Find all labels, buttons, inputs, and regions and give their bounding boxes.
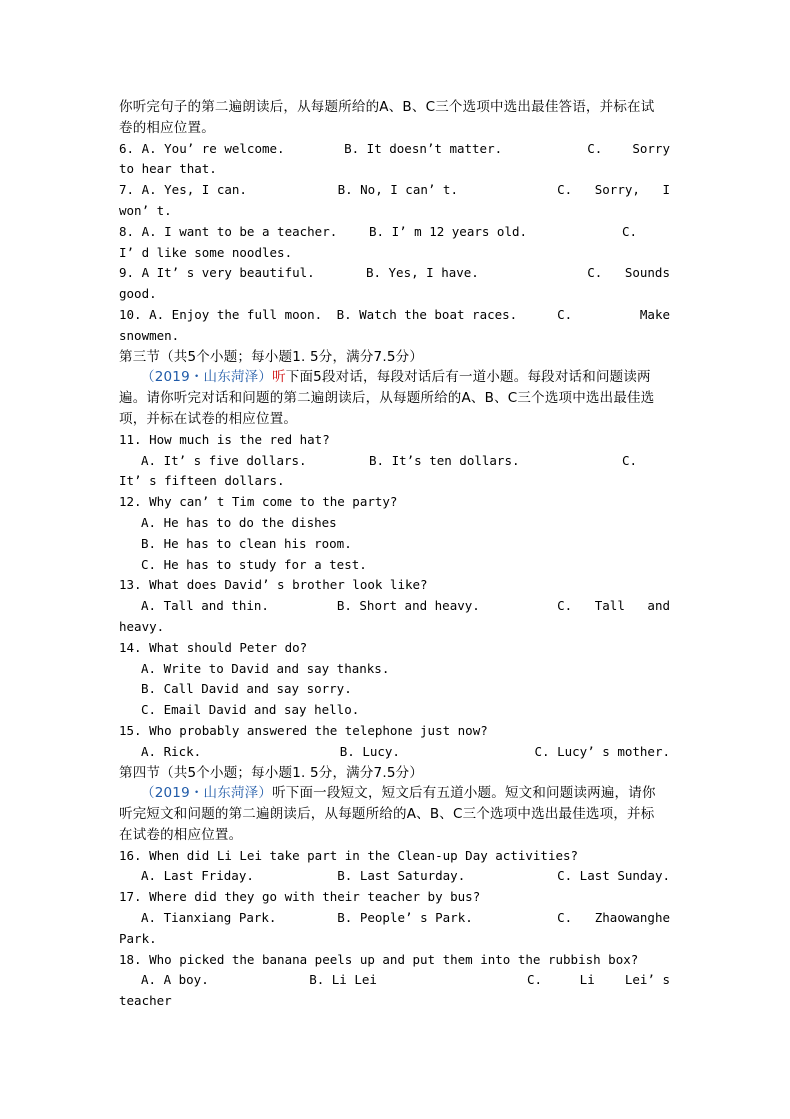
question-13: 13. What does David’ s brother look like? [119, 577, 428, 593]
question-8 [119, 222, 670, 243]
question-11: 11. How much is the red hat? [119, 431, 330, 447]
question-17: 17. Where did they go with their teacher by bus? [119, 889, 481, 905]
option-c: C. Sounds [587, 265, 670, 281]
option-b: B. He has to clean his room. [141, 535, 352, 551]
option-c-continuation: good. [119, 286, 157, 302]
option-c: C. Tall and [557, 598, 670, 614]
option-a: A. Write to David and say thanks. [141, 660, 390, 676]
option-b: B. Last Saturday. [337, 868, 466, 884]
section-3-instructions-line-1: （2019・山东菏泽）听下面5段对话，每段对话后有一道小题。每段对话和问题读两 [141, 369, 651, 386]
option-c: C. Sorry [587, 140, 670, 156]
option-a: A. Last Friday. [141, 868, 254, 884]
option-b: B. No, I can’ t. [337, 182, 458, 198]
option-c-continuation: heavy. [119, 618, 165, 634]
question-10 [119, 305, 670, 326]
option-a: 10. A. Enjoy the full moon. [119, 306, 323, 322]
option-b: B. Yes, I have. [365, 265, 479, 281]
option-a: A. Tianxiang Park. [141, 910, 277, 926]
section-4-heading: 第四节（共5个小题；每小题1. 5分，满分7.5分） [119, 764, 424, 781]
section-4-instructions-line-2: 听完短文和问题的第二遍朗读后，从每题所给的A、B、C三个选项中选出最佳选项，并标 [119, 806, 655, 823]
source-tag: （2019・山东菏泽） [141, 369, 273, 386]
option-b: B. People’ s Park. [337, 910, 473, 926]
option-c-continuation: teacher [119, 993, 172, 1009]
option-c: C. Make [557, 306, 670, 322]
option-a: 7. A. Yes, I can. [119, 182, 247, 198]
option-a: 6. A. You’ re welcome. [119, 140, 285, 156]
option-a: A. It’ s five dollars. [141, 452, 307, 468]
option-a: A. Rick. [141, 743, 202, 759]
option-c-continuation: to hear that. [119, 161, 217, 177]
option-b: B. I’ m 12 years old. [369, 223, 528, 239]
option-c: C. Lucy’ s mother. [534, 743, 670, 759]
option-c: C. Sorry, I [557, 182, 670, 198]
option-b: B. It doesn’t matter. [344, 140, 503, 156]
section-3-heading: 第三节（共5个小题；每小题1. 5分，满分7.5分） [119, 348, 424, 365]
question-18-options [119, 970, 670, 991]
option-b: B. Call David and say sorry. [141, 681, 352, 697]
question-13-options [119, 596, 670, 617]
option-a: A. He has to do the dishes [141, 514, 337, 530]
option-b: B. Lucy. [339, 743, 400, 759]
question-14: 14. What should Peter do? [119, 639, 308, 655]
question-16: 16. When did Li Lei take part in the Clean-up Day activities? [119, 847, 579, 863]
question-16-options [119, 866, 670, 887]
question-7 [119, 180, 670, 201]
question-18: 18. Who picked the banana peels up and put them into the rubbish box? [119, 951, 639, 967]
question-15-options [119, 742, 670, 763]
option-c: C. He has to study for a test. [141, 556, 367, 572]
option-c-continuation: I’ d like some noodles. [119, 244, 293, 260]
section-4-instructions-line-3: 在试卷的相应位置。 [119, 826, 243, 843]
section-4-instructions-line-1: （2019・山东菏泽）听下面一段短文，短文后有五道小题。短文和问题读两遍，请你 [141, 785, 656, 802]
question-11-options [119, 451, 670, 472]
option-b: B. Short and heavy. [336, 598, 480, 614]
source-tag: （2019・山东菏泽） [141, 785, 273, 802]
highlight-char: 听 [272, 369, 286, 386]
option-b: B. It’s ten dollars. [369, 452, 520, 468]
option-c-continuation: won’ t. [119, 202, 172, 218]
option-c: C. Email David and say hello. [141, 702, 360, 718]
question-12: 12. Why can’ t Tim come to the party? [119, 494, 398, 510]
intro-line-2: 卷的相应位置。 [119, 119, 215, 136]
section-3-instructions-line-3: 项，并标在试卷的相应位置。 [119, 410, 298, 427]
option-a: A. A boy. [141, 972, 209, 988]
question-9 [119, 263, 670, 284]
option-c: C. [622, 452, 638, 468]
option-c-continuation: Park. [119, 930, 157, 946]
option-c: C. Li Lei’ s [527, 972, 670, 988]
question-15: 15. Who probably answered the telephone just now? [119, 722, 488, 738]
option-c: C. Last Sunday. [557, 868, 670, 884]
document-content [119, 97, 670, 1012]
option-c-continuation: snowmen. [119, 327, 180, 343]
option-a: 9. A It’ s very beautiful. [119, 265, 315, 281]
intro-line-1: 你听完句子的第二遍朗读后，从每题所给的A、B、C三个选项中选出最佳答语，并标在试 [119, 99, 655, 115]
option-c: C. Zhaowanghe [557, 910, 670, 926]
option-a: A. Tall and thin. [141, 598, 269, 614]
section-3-instructions-line-2: 遍。请你听完对话和问题的第二遍朗读后，从每题所给的A、B、C三个选项中选出最佳选 [119, 390, 655, 407]
option-b: B. Li Lei [309, 972, 377, 988]
option-b: B. Watch the boat races. [336, 306, 518, 322]
option-a: 8. A. I want to be a teacher. [119, 223, 338, 239]
question-6 [119, 139, 670, 160]
option-c-continuation: It’ s fifteen dollars. [119, 473, 285, 489]
question-17-options [119, 908, 670, 929]
option-c: C. [622, 223, 638, 239]
